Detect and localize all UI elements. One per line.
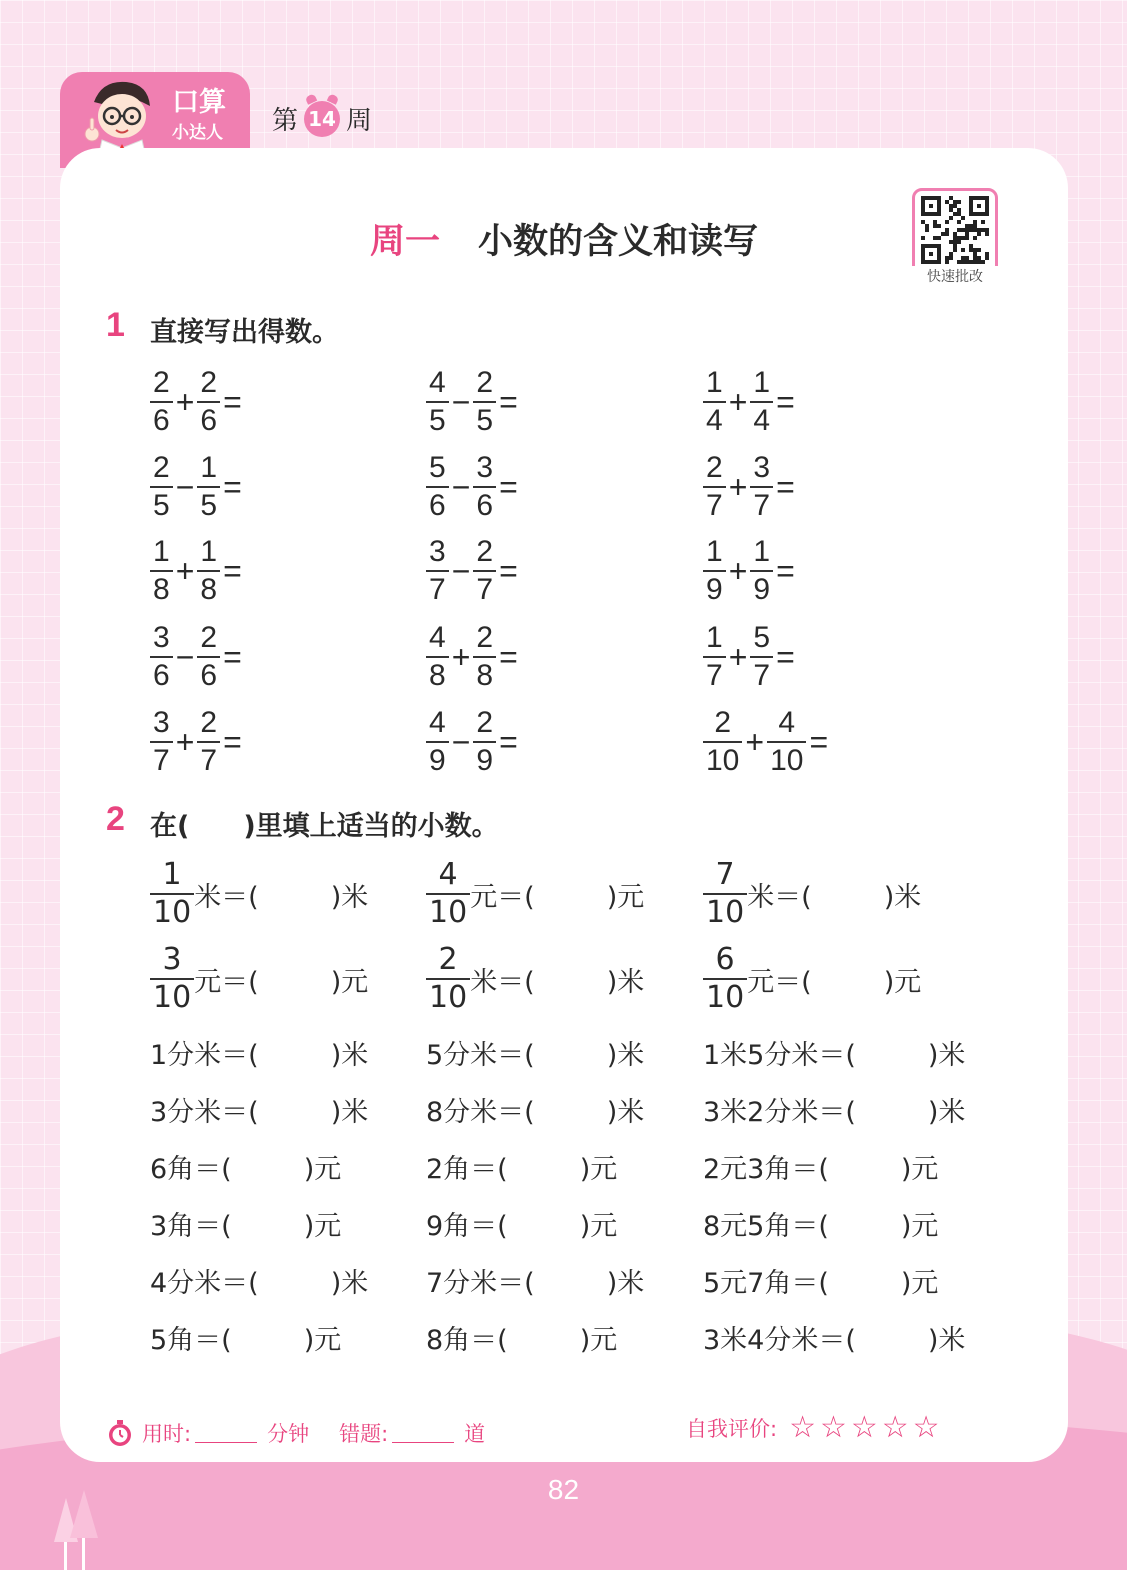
fraction [703,857,747,930]
numerator: 1 [706,535,723,568]
operator: + [745,723,765,760]
equals-sign: = [776,383,795,420]
fraction-problem [150,623,245,691]
numerator: 1 [753,366,771,399]
operator: + [728,383,748,420]
conversion-problem [426,1090,644,1129]
denominator: 10 [703,741,742,776]
denominator: 6 [197,656,220,691]
denominator: 5 [197,486,220,521]
answer-unit: )米 [927,1097,966,1128]
quantity-label: 8角＝( [426,1325,508,1356]
week-number-badge: 14 [304,101,340,137]
conversion-problem [150,1261,368,1300]
denominator: 9 [426,741,449,776]
conversion-problem [703,1318,965,1357]
answer-unit: )米 [606,1040,645,1071]
fraction [197,537,220,605]
fraction [473,537,496,605]
answer-unit: )元 [579,1325,618,1356]
fraction-problem [703,368,798,436]
fraction [473,623,496,691]
cartoon-boy-icon [82,78,160,158]
quantity-label: 3角＝( [150,1211,232,1242]
denominator: 6 [150,656,173,691]
unit-label: 米＝( [194,881,259,913]
answer-unit: )元 [303,1211,342,1242]
qr-label: 快速批改 [912,266,998,286]
answer-unit: )米 [606,1097,645,1128]
unit-label: 米＝( [747,881,812,913]
page-number: 82 [547,1474,580,1505]
equals-sign: = [776,552,795,589]
fraction-problem [150,708,245,776]
answer-unit: )米 [927,1040,966,1071]
numerator: 2 [714,706,732,739]
operator: + [175,723,195,760]
stopwatch-icon [106,1418,134,1448]
section-1-number: 1 [106,306,125,344]
time-unit: 分钟 [267,1422,310,1446]
quantity-label: 2角＝( [426,1154,508,1185]
numerator: 1 [706,621,723,654]
answer-unit: )元 [883,966,922,998]
fraction [426,368,449,436]
denominator: 6 [473,486,496,521]
answer-unit: )元 [579,1211,618,1242]
errors-blank[interactable] [392,1423,454,1443]
numerator: 2 [476,366,494,399]
operator: + [728,468,748,505]
rating-label: 自我评价: [686,1416,778,1441]
logo-title: 口算 [172,87,226,118]
worksheet-card [60,148,1068,1462]
fraction [150,942,194,1015]
conversion-problem [426,1318,617,1357]
numerator: 3 [162,942,182,977]
denominator: 8 [197,570,220,605]
time-blank[interactable] [195,1423,257,1443]
equals-sign: = [499,383,518,420]
numerator: 2 [200,621,218,654]
numerator: 5 [429,451,446,484]
conversion-problem [426,857,645,930]
conversion-problem [150,942,369,1015]
fraction [703,708,742,776]
denominator: 10 [150,893,194,928]
numerator: 3 [153,621,170,654]
fraction [150,368,173,436]
numerator: 4 [429,621,446,654]
time-label: 用时: [142,1422,192,1446]
week-prefix: 第 [272,106,299,136]
week-indicator [272,100,372,137]
unit-label: 米＝( [470,966,535,998]
denominator: 4 [703,401,726,436]
fraction [197,708,220,776]
denominator: 9 [473,741,496,776]
operator: + [175,552,195,589]
numerator: 2 [438,942,458,977]
numerator: 2 [153,366,170,399]
fraction-problem [426,453,521,521]
numerator: 4 [438,857,458,892]
denominator: 9 [703,570,726,605]
fraction-problem [703,453,798,521]
equals-sign: = [223,383,242,420]
operator: + [728,552,748,589]
quantity-label: 5分米＝( [426,1040,535,1071]
numerator: 3 [429,535,446,568]
fraction-problem [426,537,521,605]
quantity-label: 2元3角＝( [703,1154,829,1185]
numerator: 1 [153,535,170,568]
fraction [703,623,726,691]
fraction [750,623,773,691]
denominator: 6 [197,401,220,436]
numerator: 1 [706,366,723,399]
title-day: 周一 [369,222,440,262]
quantity-label: 3分米＝( [150,1097,259,1128]
quantity-label: 5角＝( [150,1325,232,1356]
numerator: 2 [476,706,494,739]
fraction [197,453,220,521]
answer-unit: )元 [900,1211,939,1242]
unit-label: 元＝( [470,881,535,913]
conversion-problem [703,1261,938,1300]
conversion-problem [703,857,922,930]
numerator: 1 [200,451,218,484]
equals-sign: = [776,468,795,505]
answer-unit: )元 [303,1325,342,1356]
denominator: 7 [750,656,773,691]
denominator: 7 [750,486,773,521]
fraction [197,623,220,691]
denominator: 6 [426,486,449,521]
denominator: 10 [703,893,747,928]
numerator: 2 [476,621,494,654]
conversion-problem [150,1147,341,1186]
qr-code-icon [921,196,989,264]
denominator: 8 [473,656,496,691]
answer-unit: )米 [330,1268,369,1299]
quantity-label: 3米2分米＝( [703,1097,856,1128]
footer-time [106,1418,485,1448]
answer-unit: )米 [606,966,645,998]
equals-sign: = [223,723,242,760]
answer-unit: )元 [900,1154,939,1185]
fraction [150,708,173,776]
denominator: 7 [197,741,220,776]
equals-sign: = [809,723,829,760]
denominator: 10 [426,893,470,928]
equals-sign: = [499,468,518,505]
footer-rating [686,1410,944,1445]
denominator: 7 [473,570,496,605]
fraction [750,368,773,436]
conversion-problem [703,942,922,1015]
errors-unit: 道 [464,1422,486,1446]
answer-unit: )米 [330,881,369,913]
conversion-problem [150,1204,341,1243]
conversion-problem [703,1090,965,1129]
denominator: 10 [150,978,194,1013]
operator: − [451,383,471,420]
fraction-problem [703,537,798,605]
section-2-number: 2 [106,800,125,838]
answer-unit: )元 [606,881,645,913]
operator: + [175,383,195,420]
fraction-problem [703,623,798,691]
operator: − [451,723,471,760]
answer-unit: )米 [330,1097,369,1128]
numerator: 2 [153,451,170,484]
title-topic: 小数的含义和读写 [478,222,759,262]
fraction [426,537,449,605]
logo-subtitle: 小达人 [172,123,223,143]
denominator: 7 [703,656,726,691]
fraction [426,708,449,776]
fraction-problem [426,623,521,691]
quantity-label: 8元5角＝( [703,1211,829,1242]
quantity-label: 9角＝( [426,1211,508,1242]
numerator: 1 [162,857,182,892]
fraction [703,942,747,1015]
unit-label: 元＝( [194,966,259,998]
numerator: 6 [715,942,735,977]
rating-stars[interactable]: ☆☆☆☆☆ [789,1410,944,1445]
equals-sign: = [499,638,518,675]
conversion-problem [426,1204,617,1243]
answer-unit: )元 [303,1154,342,1185]
quantity-label: 1米5分米＝( [703,1040,856,1071]
equals-sign: = [499,723,518,760]
fraction [197,368,220,436]
fraction [703,537,726,605]
answer-unit: )米 [606,1268,645,1299]
denominator: 4 [750,401,773,436]
fraction [750,537,773,605]
denominator: 5 [150,486,173,521]
fraction [750,453,773,521]
fraction [150,537,173,605]
denominator: 7 [426,570,449,605]
conversion-problem [150,1090,368,1129]
numerator: 4 [778,706,796,739]
answer-unit: )元 [330,966,369,998]
week-suffix: 周 [346,106,373,136]
numerator: 4 [429,366,446,399]
conversion-problem [703,1147,938,1186]
answer-unit: )元 [900,1268,939,1299]
operator: − [175,468,195,505]
numerator: 1 [200,535,218,568]
numerator: 1 [753,535,771,568]
fraction [426,453,449,521]
denominator: 10 [767,741,806,776]
denominator: 5 [473,401,496,436]
quantity-label: 1分米＝( [150,1040,259,1071]
answer-unit: )元 [579,1154,618,1185]
fraction-problem [426,368,521,436]
fraction [426,857,470,930]
conversion-problem [426,1261,644,1300]
fraction [473,708,496,776]
fraction [150,453,173,521]
operator: − [451,552,471,589]
operator: − [451,468,471,505]
answer-unit: )米 [927,1325,966,1356]
operator: − [175,638,195,675]
denominator: 7 [703,486,726,521]
conversion-problem [150,1318,341,1357]
fraction [767,708,806,776]
conversion-problem [150,1033,368,1072]
fraction-problem [426,708,521,776]
numerator: 3 [753,451,771,484]
equals-sign: = [223,552,242,589]
equals-sign: = [776,638,795,675]
answer-unit: )米 [330,1040,369,1071]
numerator: 3 [476,451,494,484]
quantity-label: 3米4分米＝( [703,1325,856,1356]
fraction-problem [150,368,245,436]
conversion-problem [426,942,645,1015]
answer-unit: )米 [883,881,922,913]
fraction [703,368,726,436]
quantity-label: 4分米＝( [150,1268,259,1299]
fraction-problem [703,708,831,776]
quantity-label: 7分米＝( [426,1268,535,1299]
numerator: 5 [753,621,771,654]
fraction-problem [150,537,245,605]
equals-sign: = [499,552,518,589]
fraction [473,453,496,521]
fraction [473,368,496,436]
numerator: 2 [200,706,218,739]
fraction [426,942,470,1015]
denominator: 9 [750,570,773,605]
fraction [150,623,173,691]
numerator: 2 [706,451,723,484]
numerator: 3 [153,706,170,739]
conversion-problem [703,1204,938,1243]
fraction [150,857,194,930]
denominator: 10 [703,978,747,1013]
fraction-problem [150,453,245,521]
equals-sign: = [223,468,242,505]
operator: + [451,638,471,675]
quantity-label: 8分米＝( [426,1097,535,1128]
section-1-instruction: 直接写出得数。 [150,317,339,348]
denominator: 8 [150,570,173,605]
quantity-label: 6角＝( [150,1154,232,1185]
conversion-problem [150,857,369,930]
quantity-label: 5元7角＝( [703,1268,829,1299]
fraction [426,623,449,691]
section-2-instruction: 在( )里填上适当的小数。 [150,811,499,842]
denominator: 7 [150,741,173,776]
denominator: 10 [426,978,470,1013]
numerator: 7 [715,857,735,892]
denominator: 6 [150,401,173,436]
conversion-problem [426,1147,617,1186]
equals-sign: = [223,638,242,675]
numerator: 2 [476,535,494,568]
conversion-problem [426,1033,644,1072]
numerator: 4 [429,706,446,739]
errors-label: 错题: [339,1422,389,1446]
unit-label: 元＝( [747,966,812,998]
denominator: 5 [426,401,449,436]
operator: + [728,638,748,675]
numerator: 2 [200,366,218,399]
denominator: 8 [426,656,449,691]
conversion-problem [703,1033,965,1072]
fraction [703,453,726,521]
